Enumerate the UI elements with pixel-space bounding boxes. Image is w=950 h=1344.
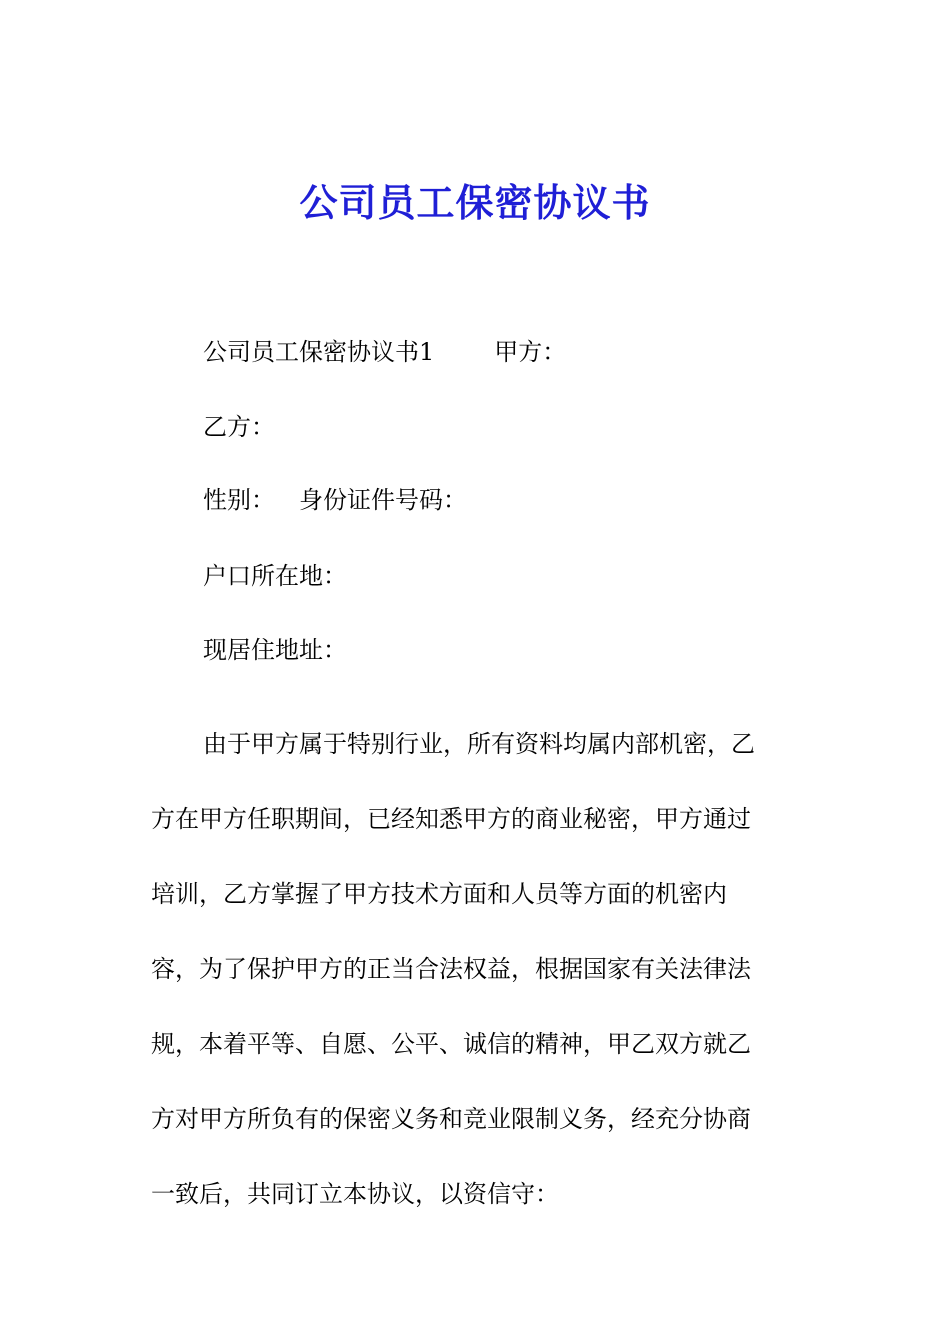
paragraph-line: 方对甲方所负有的保密义务和竞业限制义务，经充分协商 (151, 1105, 751, 1133)
paragraph-line: 由于甲方属于特别行业，所有资料均属内部机密，乙 (203, 730, 755, 758)
gender-label: 性别： (203, 486, 275, 514)
paragraph-line: 培训，乙方掌握了甲方技术方面和人员等方面的机密内 (151, 880, 727, 908)
party-a-label: 甲方： (494, 338, 567, 366)
paragraph-line: 一致后，共同订立本协议，以资信守： (151, 1180, 559, 1208)
agreement-paragraph (151, 707, 796, 1232)
paragraph-line: 方在甲方任职期间，已经知悉甲方的商业秘密，甲方通过 (151, 805, 751, 833)
paragraph-line: 规，本着平等、自愿、公平、诚信的精神，甲乙双方就乙 (151, 1030, 751, 1058)
paragraph-line: 容，为了保护甲方的正当合法权益，根据国家有关法律法 (151, 955, 751, 983)
party-b-label: 乙方： (203, 413, 275, 441)
gender-id-field (203, 484, 467, 516)
heading-line (203, 336, 566, 368)
party-b-field (203, 411, 275, 443)
section-title: 公司员工保密协议书1 (203, 338, 435, 366)
household-registration-label: 户口所在地： (203, 562, 347, 590)
household-registration-field (203, 560, 347, 592)
current-address-label: 现居住地址： (203, 636, 347, 664)
document-title: 公司员工保密协议书 (299, 180, 651, 225)
current-address-field (203, 634, 347, 666)
id-number-label: 身份证件号码： (299, 486, 467, 514)
